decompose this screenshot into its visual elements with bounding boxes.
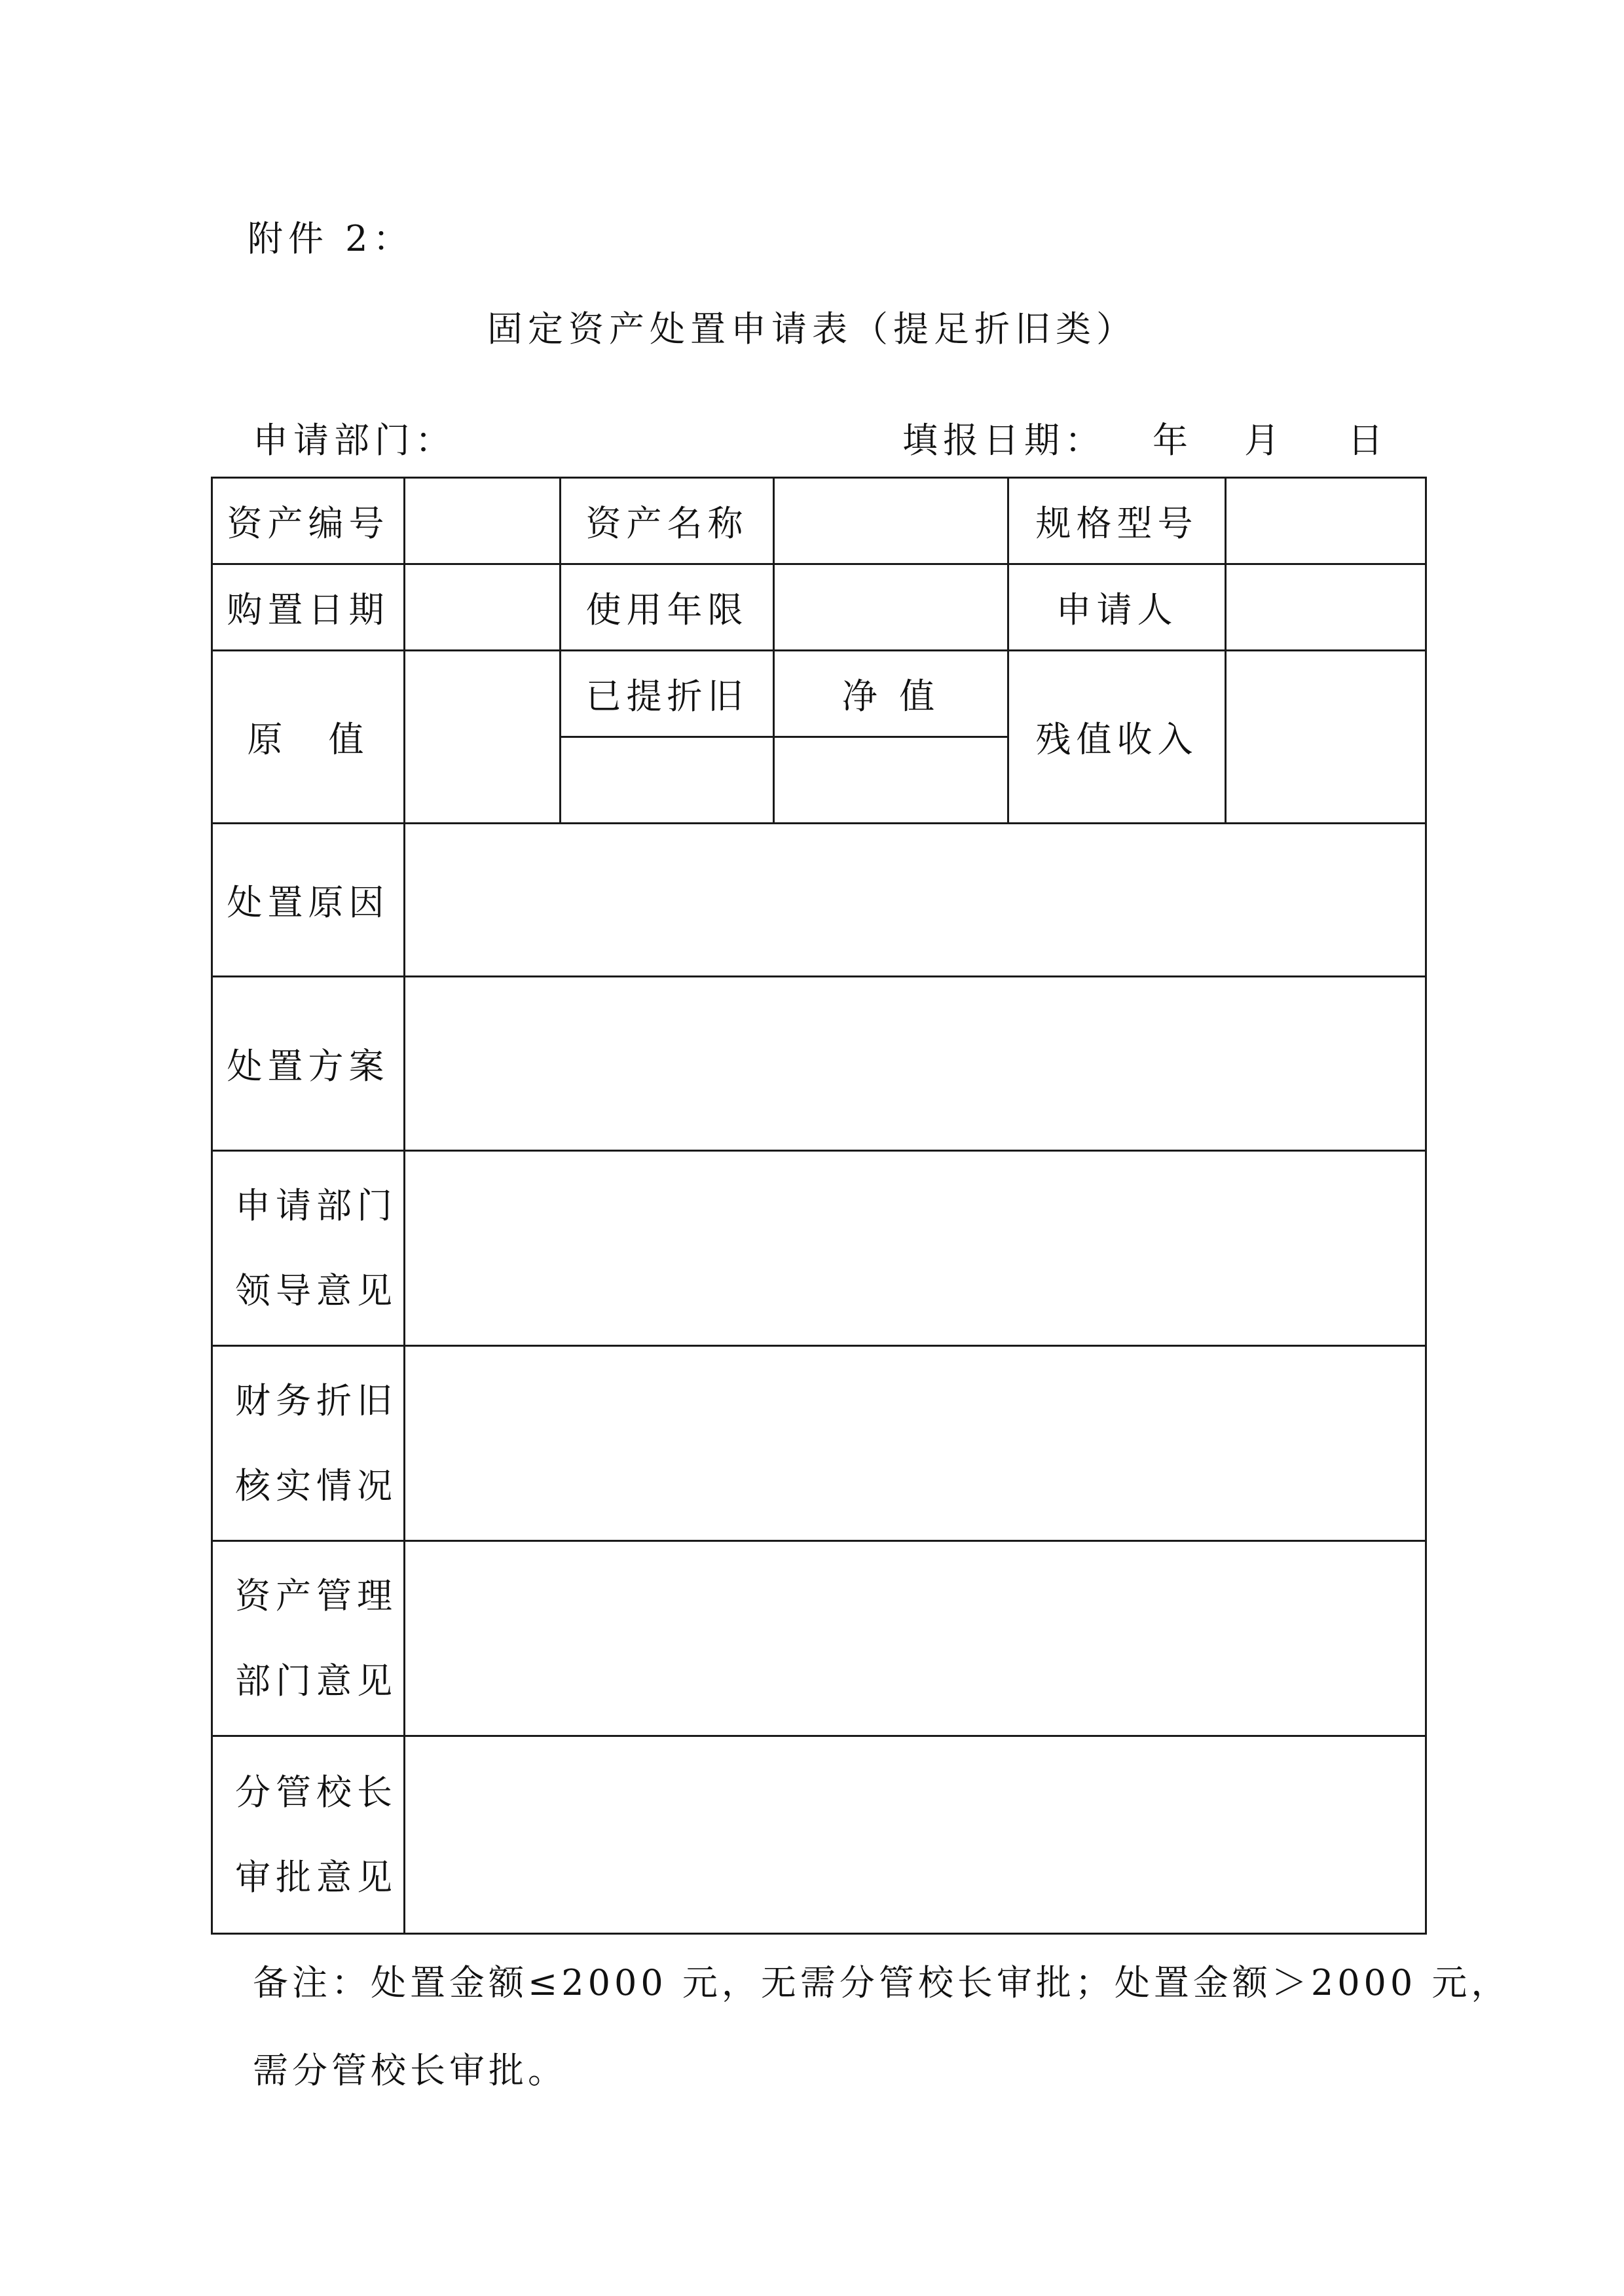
form-title: 固定资产处置申请表（提足折旧类） bbox=[487, 308, 1137, 350]
table-row bbox=[212, 564, 1426, 651]
table-row bbox=[212, 824, 1426, 977]
note-line1: 备注：处置金额≤2000 元，无需分管校长审批；处置金额＞2000 元， bbox=[253, 1962, 1511, 2003]
dept-leader-opinion-line2: 领导意见 bbox=[235, 1269, 397, 1311]
disposal-reason-label: 处置原因 bbox=[212, 824, 405, 977]
table-row bbox=[212, 1736, 1426, 1934]
dept-label: 申请部门： bbox=[253, 420, 456, 461]
depreciated-field[interactable] bbox=[561, 737, 774, 824]
finance-check-line2: 核实情况 bbox=[235, 1465, 397, 1506]
attachment-label: 附件 2： bbox=[248, 218, 414, 259]
table-row bbox=[212, 1541, 1426, 1736]
table-row bbox=[212, 478, 1426, 564]
note-line2: 需分管校长审批。 bbox=[253, 2050, 567, 2091]
year-label: 年 bbox=[1153, 420, 1188, 461]
service-life-field[interactable] bbox=[774, 564, 1008, 651]
net-value-field[interactable] bbox=[774, 737, 1008, 824]
finance-check-label bbox=[212, 1346, 405, 1541]
asset-no-field[interactable] bbox=[405, 478, 561, 564]
asset-mgmt-opinion-label bbox=[212, 1541, 405, 1736]
month-label: 月 bbox=[1244, 420, 1280, 461]
dept-leader-opinion-line1: 申请部门 bbox=[235, 1184, 397, 1226]
original-value-field[interactable] bbox=[405, 651, 561, 824]
applicant-field[interactable] bbox=[1226, 564, 1426, 651]
dept-leader-opinion-label bbox=[212, 1151, 405, 1346]
vp-approval-field[interactable] bbox=[405, 1736, 1426, 1934]
purchase-date-field[interactable] bbox=[405, 564, 561, 651]
disposal-plan-label: 处置方案 bbox=[212, 977, 405, 1151]
vp-approval-line1: 分管校长 bbox=[235, 1771, 397, 1813]
asset-mgmt-opinion-line2: 部门意见 bbox=[235, 1660, 397, 1702]
residual-income-label: 残值收入 bbox=[1008, 651, 1226, 824]
finance-check-line1: 财务折旧 bbox=[235, 1379, 397, 1421]
service-life-label: 使用年限 bbox=[561, 564, 774, 651]
spec-model-label: 规格型号 bbox=[1008, 478, 1226, 564]
applicant-label: 申请人 bbox=[1008, 564, 1226, 651]
disposal-plan-field[interactable] bbox=[405, 977, 1426, 1151]
depreciated-label: 已提折旧 bbox=[561, 651, 774, 737]
dept-leader-opinion-field[interactable] bbox=[405, 1151, 1426, 1346]
table-row bbox=[212, 1346, 1426, 1541]
disposal-reason-field[interactable] bbox=[405, 824, 1426, 977]
finance-check-field[interactable] bbox=[405, 1346, 1426, 1541]
table-row bbox=[212, 977, 1426, 1151]
spec-model-field[interactable] bbox=[1226, 478, 1426, 564]
residual-income-field[interactable] bbox=[1226, 651, 1426, 824]
asset-mgmt-opinion-line1: 资产管理 bbox=[235, 1575, 397, 1616]
net-value-label: 净 值 bbox=[774, 651, 1008, 737]
asset-name-field[interactable] bbox=[774, 478, 1008, 564]
original-value-label: 原 值 bbox=[212, 651, 405, 824]
table-row bbox=[212, 651, 1426, 737]
vp-approval-line2: 审批意见 bbox=[235, 1856, 397, 1898]
disposal-application-table bbox=[211, 477, 1427, 1935]
asset-no-label: 资产编号 bbox=[212, 478, 405, 564]
fill-date-label: 填报日期： bbox=[902, 420, 1105, 461]
day-label: 日 bbox=[1348, 420, 1383, 461]
vp-approval-label bbox=[212, 1736, 405, 1934]
table-row bbox=[212, 1151, 1426, 1346]
asset-mgmt-opinion-field[interactable] bbox=[405, 1541, 1426, 1736]
purchase-date-label: 购置日期 bbox=[212, 564, 405, 651]
asset-name-label: 资产名称 bbox=[561, 478, 774, 564]
